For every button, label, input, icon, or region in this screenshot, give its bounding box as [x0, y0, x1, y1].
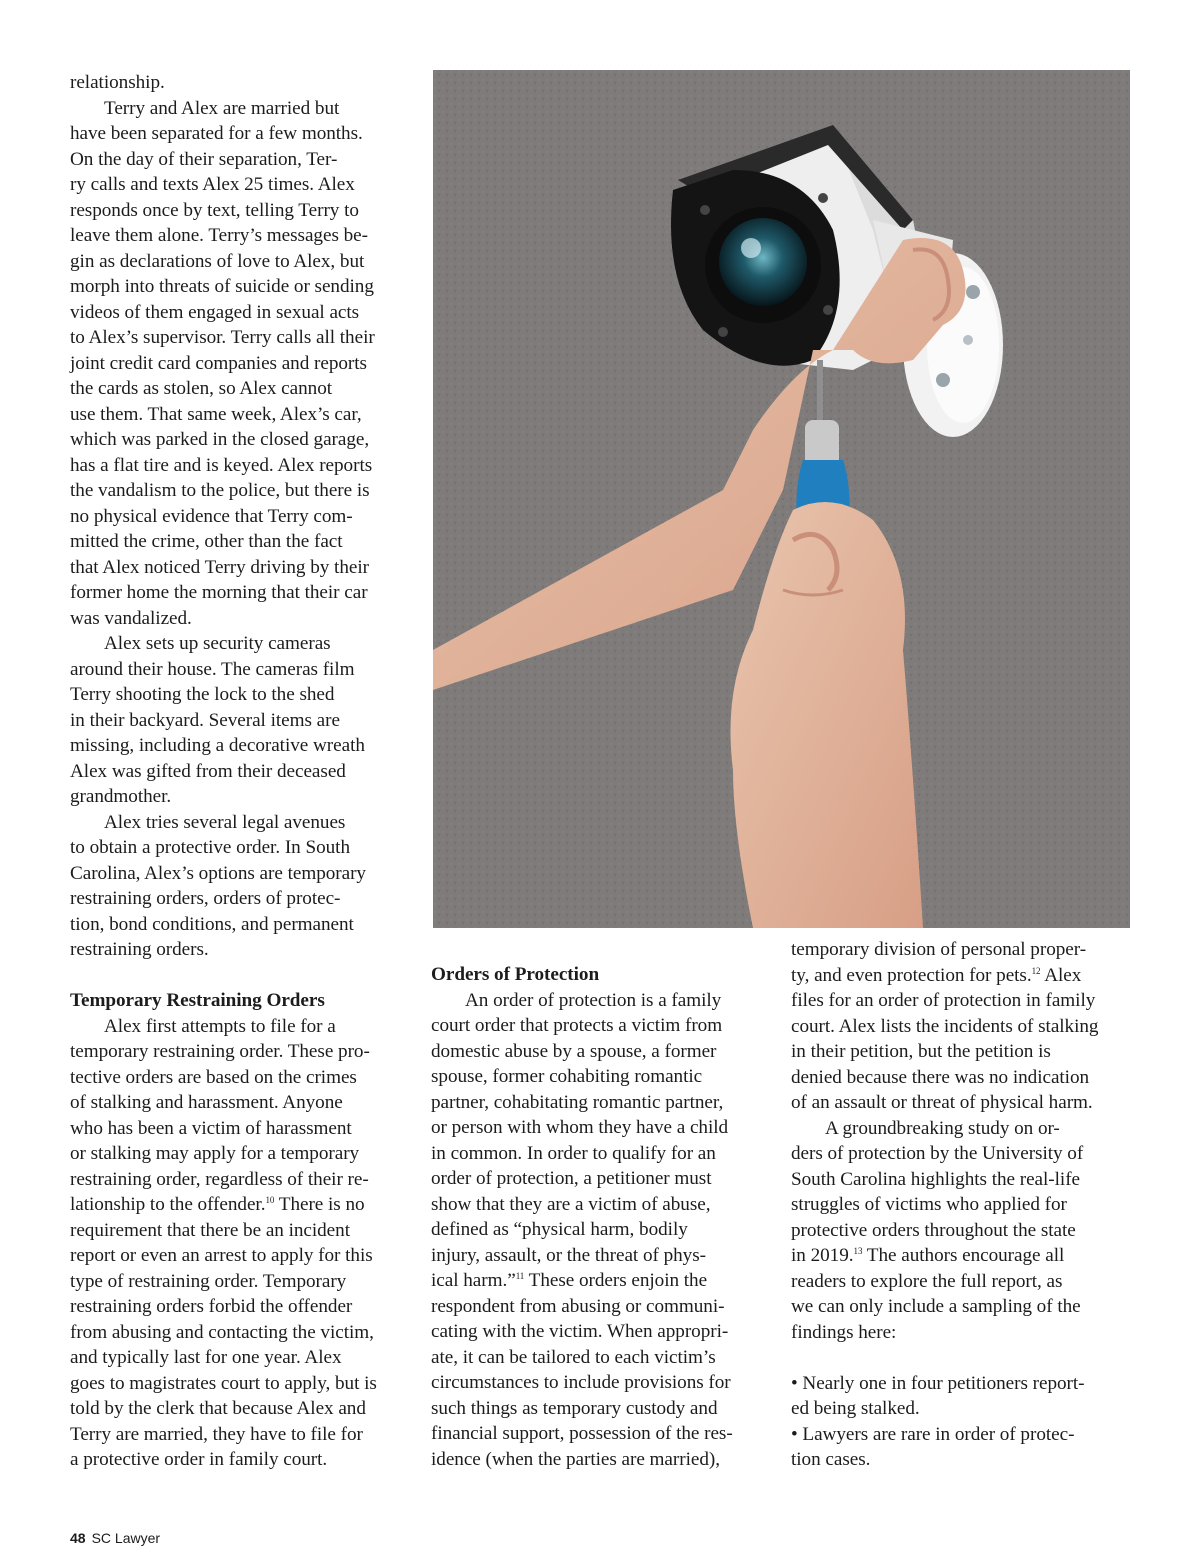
text-line: restraining orders.: [70, 939, 209, 960]
text-line: in their backyard. Several items are: [70, 709, 340, 731]
security-camera-photo: [433, 70, 1130, 928]
text-line: morph into threats of suicide or sending: [70, 276, 374, 297]
paragraph-4: [70, 810, 377, 963]
footnote-line: ty, and even protection for pets.$^{12}$ Alex: [791, 964, 1082, 986]
text-line: An order of protection is a family: [465, 989, 722, 1011]
text-line: struggles of victims who applied for: [791, 1194, 1067, 1215]
text-line: court. Alex lists the incidents of stalking: [791, 1015, 1099, 1037]
paragraph-2-rest: [791, 1269, 1098, 1346]
footnote-ref[interactable]: 13: [853, 1246, 863, 1256]
text-line: A groundbreaking study on or-: [825, 1117, 1060, 1139]
text-line: financial support, possession of the res-: [431, 1423, 733, 1444]
text-line: South Carolina highlights the real-life: [791, 1168, 1081, 1190]
text-line: ate, it can be tailored to each victim’s: [431, 1346, 716, 1368]
paragraph-5: [70, 1014, 377, 1193]
bullet-item-1: • Nearly one in four petitioners report- ed being stalked.: [791, 1372, 1085, 1419]
text-line: tion, bond conditions, and permanent: [70, 913, 354, 935]
bullet-item-2: • Lawyers are rare in order of protec- tion cases.: [791, 1423, 1075, 1470]
text-line: told by the clerk that because Alex and: [70, 1398, 366, 1419]
text-line: Terry shooting the lock to the shed: [70, 684, 335, 705]
text-line: tective orders are based on the crimes: [70, 1066, 357, 1088]
footnote-line: ical harm.”$^{11}$ These orders enjoin the: [431, 1270, 708, 1291]
text-line: the vandalism to the police, but there is: [70, 480, 370, 501]
text-line: has a flat tire and is keyed. Alex reports: [70, 454, 373, 476]
text-line: responds once by text, telling Terry to: [70, 199, 359, 221]
text-line: domestic abuse by a spouse, a former: [431, 1040, 717, 1062]
text-line: have been separated for a few months.: [70, 123, 363, 144]
middle-column: [431, 962, 733, 1472]
text-line: leave them alone. Terry’s messages be-: [70, 225, 368, 246]
text-line: Carolina, Alex’s options are temporary: [70, 862, 366, 884]
text-line: restraining order, regardless of their re-: [70, 1168, 369, 1190]
text-line: was vandalized.: [70, 607, 192, 629]
text-line: from abusing and contacting the victim,: [70, 1321, 374, 1343]
text-line: of an assault or threat of physical harm.: [791, 1092, 1093, 1113]
text-line: videos of them engaged in sexual acts: [70, 301, 360, 323]
text-line: ders of protection by the University of: [791, 1143, 1084, 1164]
text-line: court order that protects a victim from: [431, 1015, 723, 1036]
text-line: relationship.: [70, 72, 165, 93]
text-line: files for an order of protection in family: [791, 990, 1096, 1011]
text-line: gin as declarations of love to Alex, but: [70, 250, 365, 272]
text-line: cating with the victim. When appropri-: [431, 1321, 729, 1342]
right-column: [791, 937, 1098, 1473]
text-line: to Alex’s supervisor. Terry calls all their: [70, 327, 375, 348]
text-line: ry calls and texts Alex 25 times. Alex: [70, 174, 355, 195]
text-line: Alex was gifted from their deceased: [70, 760, 346, 782]
text-line: denied because there was no indication: [791, 1066, 1090, 1088]
text-line: and typically last for one year. Alex: [70, 1347, 342, 1368]
text-line: order of protection, a petitioner must: [431, 1168, 712, 1189]
text-line: injury, assault, or the threat of phys-: [431, 1244, 706, 1266]
publication-name: SC Lawyer: [91, 1530, 161, 1546]
text-line: grandmother.: [70, 786, 172, 807]
text-line: temporary restraining order. These pro-: [70, 1041, 370, 1062]
paragraph-1: [431, 988, 733, 1269]
text-line: spouse, former cohabiting romantic: [431, 1066, 703, 1087]
text-line: in their petition, but the petition is: [791, 1041, 1051, 1062]
text-line: around their house. The cameras film: [70, 658, 355, 680]
text-line: idence (when the parties are married),: [431, 1448, 720, 1470]
text-line: circumstances to include provisions for: [431, 1372, 731, 1393]
text-line: findings here:: [791, 1321, 897, 1343]
text-line: who has been a victim of harassment: [70, 1117, 352, 1139]
text-line: requirement that there be an incident: [70, 1219, 350, 1241]
text-line: show that they are a victim of abuse,: [431, 1193, 711, 1215]
text-line: restraining orders forbid the offender: [70, 1296, 353, 1317]
text-line: no physical evidence that Terry com-: [70, 505, 353, 527]
text-line: defined as “physical harm, bodily: [431, 1219, 688, 1240]
text-line: that Alex noticed Terry driving by their: [70, 556, 369, 578]
text-line: in common. In order to qualify for an: [431, 1142, 716, 1164]
text-line: protective orders throughout the state: [791, 1219, 1076, 1241]
findings-list: [791, 1371, 1098, 1473]
page-footer: [70, 1530, 160, 1546]
text-line: goes to magistrates court to apply, but is: [70, 1372, 377, 1394]
paragraph-2: [791, 1116, 1098, 1244]
text-line: use them. That same week, Alex’s car,: [70, 403, 362, 425]
left-column: [70, 70, 377, 1473]
text-line: or stalking may apply for a temporary: [70, 1143, 360, 1164]
footnote-ref[interactable]: 12: [1031, 965, 1041, 976]
paragraph-2: [70, 96, 377, 632]
text-line: readers to explore the full report, as: [791, 1270, 1063, 1292]
continued-line: temporary division of personal proper-: [791, 939, 1087, 960]
text-line: of stalking and harassment. Anyone: [70, 1092, 343, 1113]
text-line: Alex tries several legal avenues: [104, 811, 346, 833]
paragraph-5-rest: [70, 1218, 377, 1473]
text-line: report or even an arrest to apply for this: [70, 1245, 373, 1266]
text-line: Alex first attempts to file for a: [104, 1015, 336, 1037]
footnote-line: lationship to the offender.$^{10}$ There is no: [70, 1194, 365, 1215]
text-line: such things as temporary custody and: [431, 1397, 718, 1419]
text-line: Terry and Alex are married but: [104, 97, 340, 119]
text-line: former home the morning that their car: [70, 582, 368, 603]
footnote-line-2: in 2019.13 The authors encourage all: [791, 1245, 1065, 1266]
page-number: 48: [70, 1530, 86, 1546]
text-line: or person with whom they have a child: [431, 1117, 729, 1138]
footnote-ref[interactable]: 11: [515, 1271, 525, 1281]
text-line: mitted the crime, other than the fact: [70, 531, 343, 552]
text-line: the cards as stolen, so Alex cannot: [70, 378, 333, 399]
text-line: restraining orders, orders of protec-: [70, 888, 341, 909]
footnote-ref[interactable]: 10: [265, 1195, 275, 1205]
text-line: missing, including a decorative wreath: [70, 735, 365, 756]
text-line: which was parked in the closed garage,: [70, 429, 370, 450]
text-line: On the day of their separation, Ter-: [70, 148, 338, 170]
paragraph-1-rest: [791, 988, 1098, 1116]
text-line: a protective order in family court.: [70, 1449, 328, 1470]
text-line: respondent from abusing or communi-: [431, 1295, 725, 1317]
text-line: partner, cohabitating romantic partner,: [431, 1091, 724, 1113]
paragraph-1: [70, 70, 377, 96]
paragraph-1-rest: [431, 1294, 733, 1473]
text-line: Alex sets up security cameras: [104, 633, 331, 654]
text-line: we can only include a sampling of the: [791, 1296, 1081, 1317]
section-heading-temporary-restraining-orders: Temporary Restraining Orders: [70, 990, 325, 1011]
paragraph-3: [70, 631, 377, 810]
section-heading-orders-of-protection: Orders of Protection: [431, 964, 600, 985]
text-line: Terry are married, they have to file for: [70, 1423, 363, 1445]
text-line: type of restraining order. Temporary: [70, 1270, 347, 1292]
text-line: to obtain a protective order. In South: [70, 837, 350, 858]
text-line: joint credit card companies and reports: [70, 352, 367, 374]
